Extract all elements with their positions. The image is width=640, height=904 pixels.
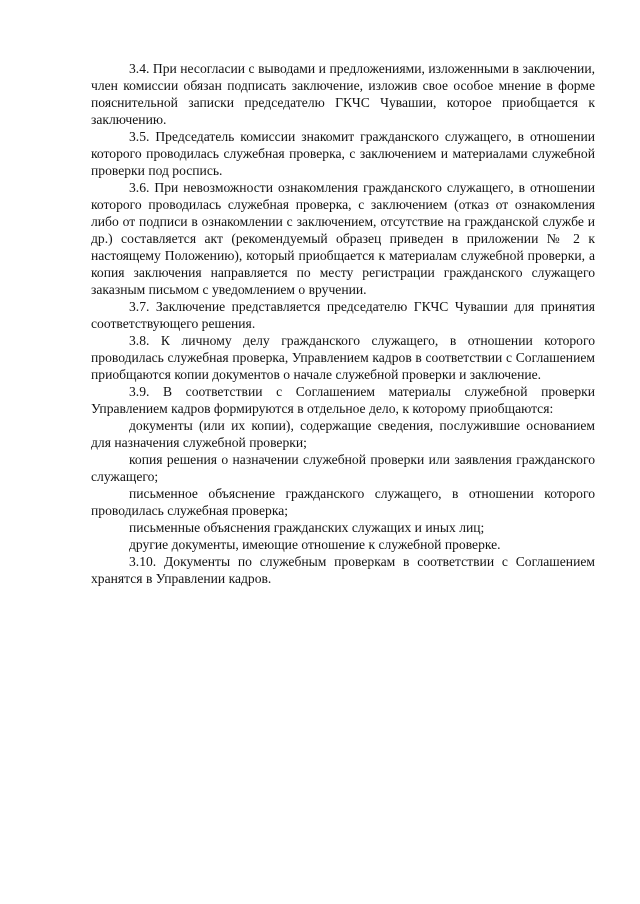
paragraph-3-6: 3.6. При невозможности ознакомления гражданского служащего, в отношении которого проводилась служебная проверка, с заключением (отказ от ознакомления либо от подписи в ознакомлении с заключением, отсутствие на гражданской службе и др.) составляется акт (рекомендуемый образец приведен в приложении № 2 к настоящему Положению), который приобщается к материалам служебной проверки, а копия заключения направляется по месту регистрации гражданского служащего заказным письмом с уведомлением о вручении. — [91, 180, 595, 297]
list-item-written-explanation: письменное объяснение гражданского служащего, в отношении которого проводилась служебная проверка; — [91, 486, 595, 518]
paragraph-3-10: 3.10. Документы по служебным проверкам в соответствии с Соглашением хранятся в Управлении кадров. — [91, 554, 595, 586]
paragraph-3-7: 3.7. Заключение представляется председателю ГКЧС Чувашии для принятия соответствующего решения. — [91, 299, 595, 331]
list-item-other-documents: другие документы, имеющие отношение к служебной проверке. — [129, 537, 501, 552]
list-item-other-explanations: письменные объяснения гражданских служащих и иных лиц; — [129, 520, 485, 535]
paragraph-3-9: 3.9. В соответствии с Соглашением материалы служебной проверки Управлением кадров формируются в отдельное дело, к которому приобщаются: — [91, 384, 595, 416]
document-page — [91, 60, 595, 587]
list-item-documents: документы (или их копии), содержащие сведения, послужившие основанием для назначения служебной проверки; — [91, 418, 595, 450]
list-item-decision-copy: копия решения о назначении служебной проверки или заявления гражданского служащего; — [91, 452, 595, 484]
paragraph-3-8: 3.8. К личному делу гражданского служащего, в отношении которого проводилась служебная проверка, Управлением кадров в соответствии с Соглашением приобщаются копии документов о начале служебной проверки и заключение. — [91, 333, 595, 382]
paragraph-3-4: 3.4. При несогласии с выводами и предложениями, изложенными в заключении, член комиссии обязан подписать заключение, изложив свое особое мнение в форме пояснительной записки председателю ГКЧС Чувашии, которое приобщается к заключению. — [91, 61, 595, 127]
paragraph-3-5: 3.5. Председатель комиссии знакомит гражданского служащего, в отношении которого проводилась служебная проверка, с заключением и материалами служебной проверки под роспись. — [91, 129, 595, 178]
